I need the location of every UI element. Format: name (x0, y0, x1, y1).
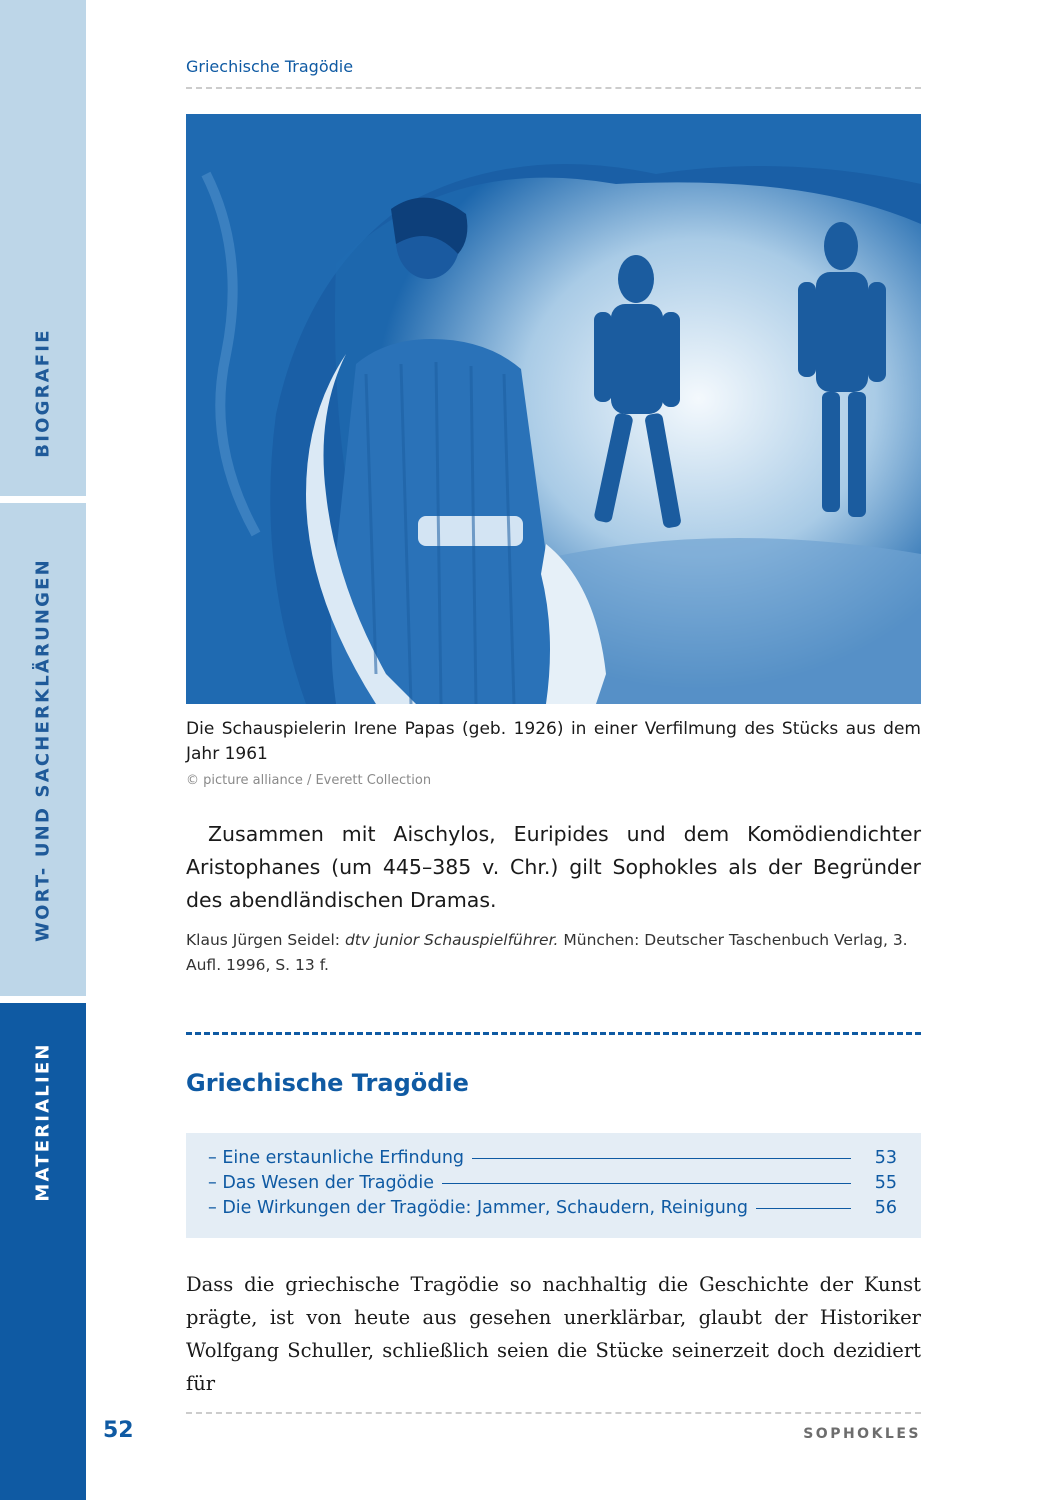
table-of-contents (186, 1133, 921, 1238)
tab-wort-label: WORT- UND SACHERKLÄRUNGEN (32, 557, 54, 942)
toc-item[interactable] (208, 1198, 897, 1223)
tab-biografie-label: BIOGRAFIE (32, 328, 54, 458)
toc-leader (756, 1208, 851, 1209)
film-still-image (186, 114, 921, 704)
header-divider (186, 87, 921, 89)
figure-credit: © picture alliance / Everett Collection (186, 773, 432, 788)
toc-item-title: – Die Wirkungen der Tragödie: Jammer, Schaudern, Reinigung (208, 1198, 748, 1218)
quote-block (186, 818, 921, 917)
source-publisher: München: Deutscher Taschenbuch Verlag, 3. Aufl. 1996, S. 13 f. (186, 931, 908, 974)
section-divider (186, 1032, 921, 1035)
toc-item-title: – Eine erstaunliche Erfindung (208, 1148, 465, 1168)
toc-leader (472, 1158, 851, 1159)
section-title: Griechische Tragödie (186, 1069, 469, 1097)
toc-item-title: – Das Wesen der Tragödie (208, 1173, 434, 1193)
tab-materialien[interactable] (0, 1003, 86, 1500)
toc-item[interactable] (208, 1173, 897, 1198)
tab-biografie[interactable] (0, 0, 86, 496)
toc-item-page: 55 (874, 1173, 897, 1193)
page-number: 52 (103, 1418, 134, 1443)
running-head: Griechische Tragödie (186, 57, 354, 76)
tab-materialien-label: MATERIALIEN (32, 1042, 54, 1202)
footer-author: SOPHOKLES (803, 1426, 921, 1442)
body-paragraph: Dass die griechische Tragödie so nachhaltig die Geschichte der Kunst prägte, ist von heute aus gesehen unerklärbar, glaubt der Historiker Wolfgang Schuller, schließlich seien die Stücke seinerzeit doch dezidiert für (186, 1273, 921, 1395)
quote-source (186, 928, 921, 978)
toc-item-page: 53 (874, 1148, 897, 1168)
source-title: dtv junior Schauspielführer. (344, 931, 559, 949)
source-author: Klaus Jürgen Seidel: (186, 931, 345, 949)
toc-item-page: 56 (874, 1198, 897, 1218)
toc-item[interactable] (208, 1148, 897, 1173)
chapter-sidebar (0, 0, 86, 1500)
footer-divider (186, 1412, 921, 1414)
toc-leader (442, 1183, 851, 1184)
figure-caption: Die Schauspielerin Irene Papas (geb. 1926) in einer Verfilmung des Stücks aus dem Jahr 1961 (186, 719, 921, 764)
tab-wort-und-sacherklaerungen[interactable] (0, 503, 86, 996)
quote-text: Zusammen mit Aischylos, Euripides und dem Komödiendichter Aristophanes (um 445–385 v. Chr.) gilt Sophokles als der Begründer des abendländischen Dramas. (186, 822, 921, 912)
film-still-photo (186, 114, 921, 704)
